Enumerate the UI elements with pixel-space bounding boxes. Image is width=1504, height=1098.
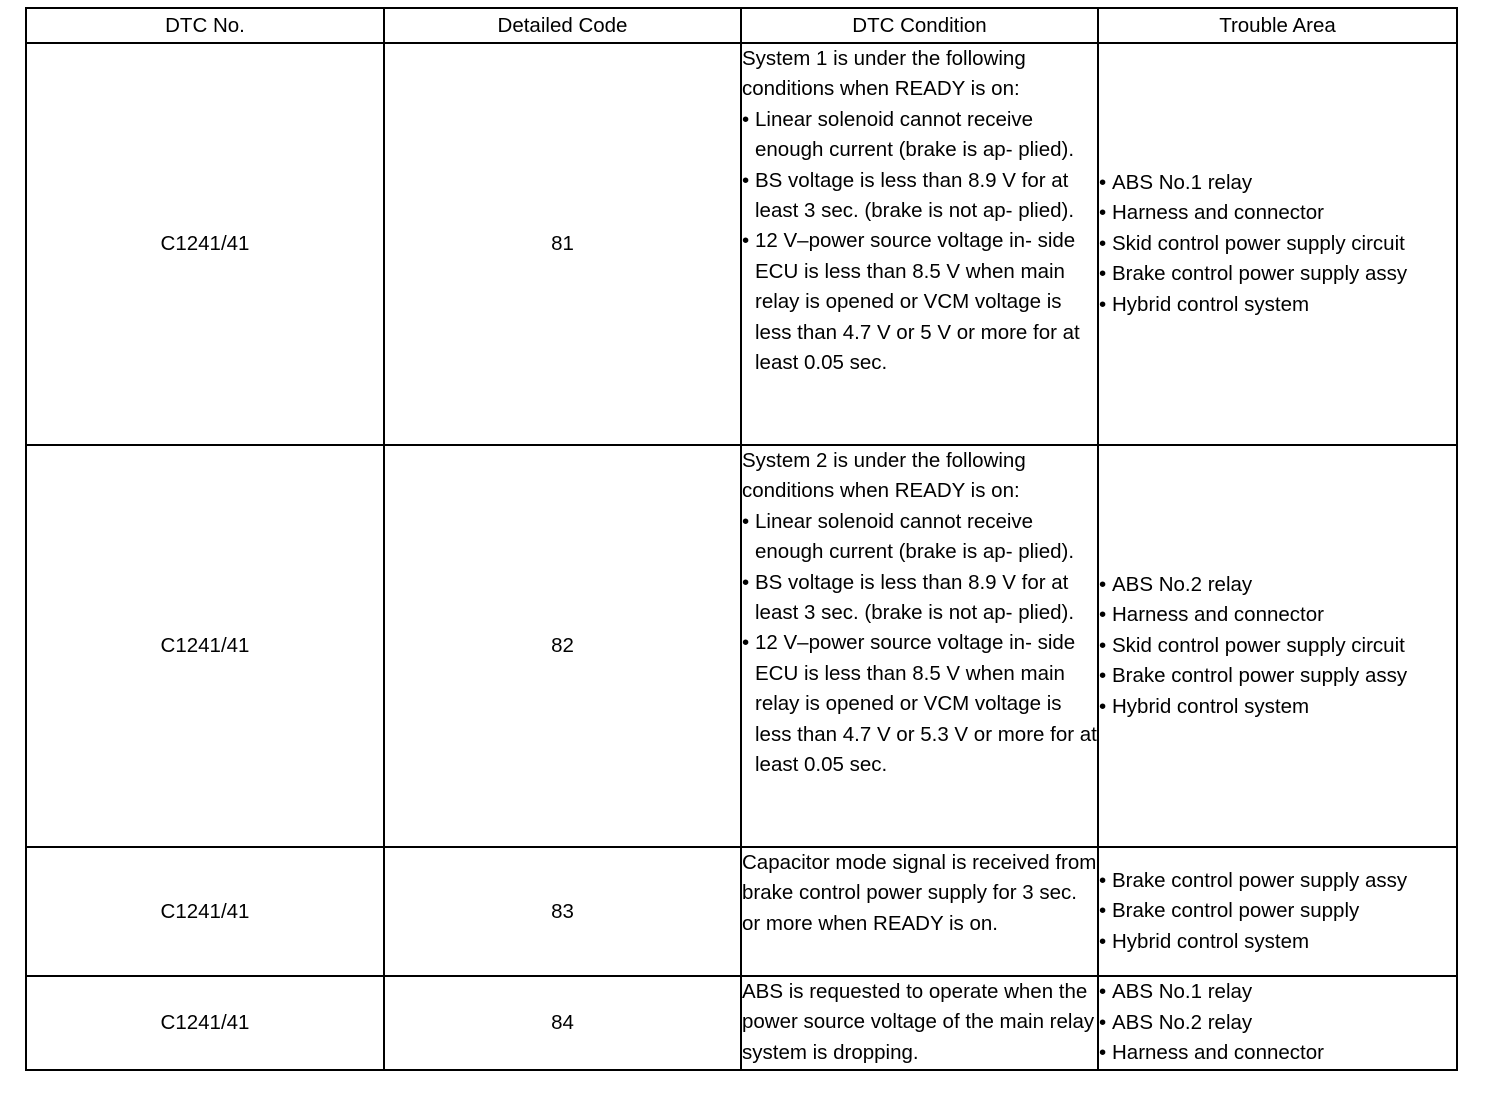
header-row <box>26 8 1457 43</box>
condition-bullet: • 12 V–power source voltage in- side ECU is less than 8.5 V when main relay is opened or VCM voltage is less than 4.7 V or 5.3 V or more for at least 0.05 sec. <box>742 628 1097 780</box>
header-dtc-condition: DTC Condition <box>741 8 1098 43</box>
condition-bullet: • BS voltage is less than 8.9 V for at least 3 sec. (brake is not ap- plied). <box>742 568 1097 629</box>
table-row <box>26 976 1457 1070</box>
table-row <box>26 847 1457 976</box>
trouble-item: • ABS No.1 relay <box>1099 977 1456 1007</box>
condition-intro: ABS is requested to operate when the power source voltage of the main relay system is dropping. <box>742 980 1095 1064</box>
trouble-item: • Brake control power supply assy <box>1099 259 1456 289</box>
trouble-area-cell <box>1098 847 1457 976</box>
table-row <box>26 43 1457 445</box>
trouble-item: • Hybrid control system <box>1099 927 1456 957</box>
trouble-item: • Hybrid control system <box>1099 290 1456 320</box>
trouble-item: • Brake control power supply assy <box>1099 866 1456 896</box>
trouble-item: • ABS No.2 relay <box>1099 1008 1456 1038</box>
header-detailed-code: Detailed Code <box>384 8 741 43</box>
trouble-item: • Hybrid control system <box>1099 692 1456 722</box>
trouble-item: • Harness and connector <box>1099 600 1456 630</box>
detailed-code-cell: 84 <box>384 976 741 1070</box>
dtc-condition-cell <box>741 976 1098 1070</box>
header-dtc-no: DTC No. <box>26 8 384 43</box>
trouble-area-cell <box>1098 976 1457 1070</box>
condition-bullet: • Linear solenoid cannot receive enough current (brake is ap- plied). <box>742 105 1097 166</box>
trouble-area-cell <box>1098 43 1457 445</box>
condition-bullet: • 12 V–power source voltage in- side ECU is less than 8.5 V when main relay is opened or VCM voltage is less than 4.7 V or 5 V or more for at least 0.05 sec. <box>742 226 1097 378</box>
dtc-condition-cell <box>741 445 1098 847</box>
trouble-item: • Skid control power supply circuit <box>1099 631 1456 661</box>
dtc-number-cell: C1241/41 <box>26 445 384 847</box>
trouble-item: • Skid control power supply circuit <box>1099 229 1456 259</box>
dtc-number-cell: C1241/41 <box>26 43 384 445</box>
trouble-item: • ABS No.2 relay <box>1099 570 1456 600</box>
condition-intro: Capacitor mode signal is received from brake control power supply for 3 sec. or more when READY is on. <box>742 851 1097 935</box>
dtc-table <box>25 7 1458 1071</box>
table-row <box>26 445 1457 847</box>
dtc-condition-cell <box>741 43 1098 445</box>
header-trouble-area: Trouble Area <box>1098 8 1457 43</box>
condition-bullet: • Linear solenoid cannot receive enough current (brake is ap- plied). <box>742 507 1097 568</box>
detailed-code-cell: 83 <box>384 847 741 976</box>
trouble-area-cell <box>1098 445 1457 847</box>
trouble-item: • Brake control power supply assy <box>1099 661 1456 691</box>
condition-intro: System 1 is under the following conditions when READY is on: <box>742 47 1026 101</box>
condition-intro: System 2 is under the following conditions when READY is on: <box>742 449 1026 503</box>
detailed-code-cell: 81 <box>384 43 741 445</box>
trouble-item: • Harness and connector <box>1099 1038 1456 1068</box>
trouble-item: • Harness and connector <box>1099 198 1456 228</box>
dtc-condition-cell <box>741 847 1098 976</box>
trouble-item: • ABS No.1 relay <box>1099 168 1456 198</box>
condition-bullet: • BS voltage is less than 8.9 V for at least 3 sec. (brake is not ap- plied). <box>742 166 1097 227</box>
trouble-item: • Brake control power supply <box>1099 896 1456 926</box>
detailed-code-cell: 82 <box>384 445 741 847</box>
dtc-number-cell: C1241/41 <box>26 847 384 976</box>
dtc-number-cell: C1241/41 <box>26 976 384 1070</box>
